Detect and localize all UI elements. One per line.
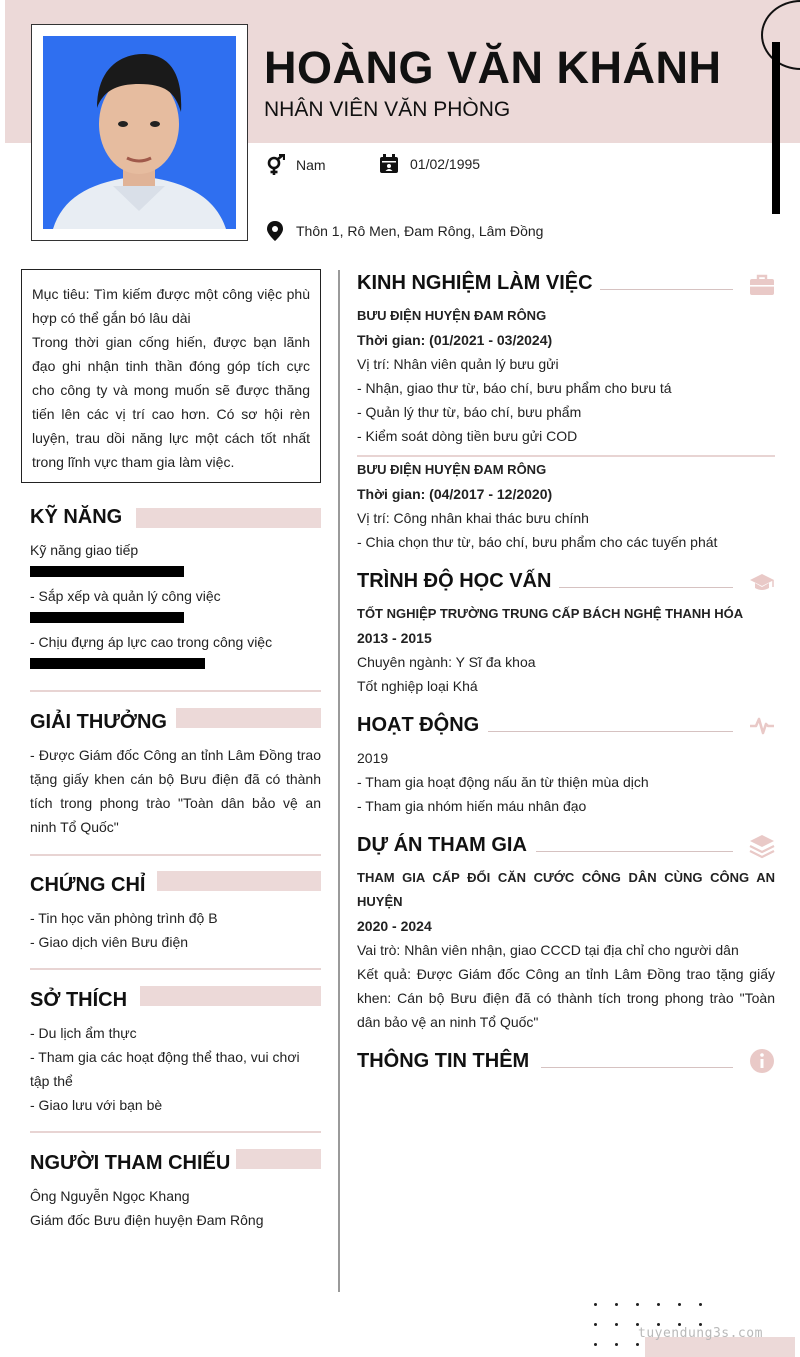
certificate-item: - Giao dịch viên Bưu điện [30,934,189,950]
job-duty: - Chia chọn thư từ, báo chí, bưu phẩm cho các tuyến phát [357,534,718,550]
skills-title: KỸ NĂNG [30,506,123,528]
section-divider [30,690,321,692]
awards-title-bar [176,708,321,728]
section-line [536,851,733,852]
job-position: Vị trí: Công nhân khai thác bưu chính [357,510,589,526]
candidate-name: HOÀNG VĂN KHÁNH [264,42,722,93]
job-company: BƯU ĐIỆN HUYỆN ĐAM RÔNG [357,308,547,323]
decorative-dot [699,1303,702,1306]
project-role: Vai trò: Nhân viên nhận, giao CCCD tại địa chỉ cho người dân [357,942,739,958]
activity-item: - Tham gia nhóm hiến máu nhân đạo [357,798,587,814]
decorative-dot [594,1343,597,1346]
job-divider [357,455,775,457]
calendar-icon [379,154,399,174]
dob-info [379,154,480,174]
decorative-dot [636,1303,639,1306]
decorative-dot [657,1303,660,1306]
reference-item: Ông Nguyễn Ngọc Khang [30,1188,190,1204]
certificate-item: - Tin học văn phòng trình độ B [30,910,218,926]
reference-item: Giám đốc Bưu điện huyện Đam Rông [30,1212,264,1228]
skills-title-bar [136,508,321,528]
location-pin-icon [265,220,285,242]
pulse-icon [749,716,775,736]
avatar [43,36,236,229]
decorative-dot [594,1323,597,1326]
education-period: 2013 - 2015 [357,630,432,646]
skill-level-bar [30,658,205,669]
project-result: Kết quả: Được Giám đốc Công an tỉnh Lâm Đồng trao tặng giấy khen: Cán bộ Bưu điện đã có thành tích trong phong trào "Toàn dân bảo vệ an ninh Tổ Quốc" [357,966,775,1030]
decorative-dot [678,1303,681,1306]
skill-label: Kỹ năng giao tiếp [30,542,139,558]
decorative-dot [636,1343,639,1346]
experience-title: KINH NGHIỆM LÀM VIỆC [357,272,593,294]
job-position: Vị trí: Nhân viên quản lý bưu gửi [357,356,559,372]
education-title: TRÌNH ĐỘ HỌC VẤN [357,570,552,592]
skill-level-bar [30,612,184,623]
extra-info-title: THÔNG TIN THÊM [357,1050,530,1072]
job-duty: - Nhận, giao thư từ, báo chí, bưu phẩm cho bưu tá [357,380,672,396]
section-divider [30,1131,321,1133]
projects-title: DỰ ÁN THAM GIA [357,834,527,856]
job-period: Thời gian: (01/2021 - 03/2024) [357,332,553,348]
references-title-bar [236,1149,321,1169]
address-info [265,220,543,242]
job-period: Thời gian: (04/2017 - 12/2020) [357,486,553,502]
dob-value: 01/02/1995 [410,156,481,172]
certificates-title-bar [157,871,321,891]
skill-label: - Sắp xếp và quản lý công việc [30,588,221,604]
hobby-item: - Tham gia các hoạt động thể thao, vui chơi tập thể [30,1049,300,1089]
layers-icon [749,833,775,859]
education-major: Chuyên ngành: Y Sĩ đa khoa [357,654,536,670]
briefcase-icon [749,274,775,296]
job-duty: - Quản lý thư từ, báo chí, bưu phẩm [357,404,582,420]
watermark: tuyendung3s.com [638,1326,763,1341]
hobby-item: - Du lịch ẩm thực [30,1025,137,1041]
gender-value: Nam [296,157,326,173]
skill-label: - Chịu đựng áp lực cao trong công việc [30,634,273,650]
hobby-item: - Giao lưu với bạn bè [30,1097,163,1113]
section-line [600,289,733,290]
section-line [541,1067,733,1068]
decorative-dot [615,1303,618,1306]
activities-title: HOẠT ĐỘNG [357,714,480,736]
hobbies-title-bar [140,986,321,1006]
objective-description: Trong thời gian cống hiến, được bạn lãnh đạo ghi nhận tinh thần đóng góp tích cực cho công ty và mong muốn sẽ được thăng tiến lên các vị trí cao hơn. Có sơ hội rèn luyện, trau dồi năng lực một cách tốt nhất trong lĩnh vực tham gia làm việc. [32,334,310,470]
skill-level-bar [30,566,184,577]
gender-info [265,154,326,176]
decorative-bar [772,42,780,214]
section-divider [30,968,321,970]
objective-box [21,269,321,483]
decorative-dot [615,1343,618,1346]
objective-goal: Mục tiêu: Tìm kiếm được một công việc phù hợp có thể gắn bó lâu dài [32,286,310,326]
decorative-dot [594,1303,597,1306]
gender-icon [265,154,285,176]
info-icon [749,1048,775,1074]
address-value: Thôn 1, Rô Men, Đam Rông, Lâm Đồng [296,223,544,239]
activity-item: - Tham gia hoạt động nấu ăn từ thiện mùa dịch [357,774,649,790]
awards-text: - Được Giám đốc Công an tỉnh Lâm Đồng trao tặng giấy khen cán bộ Bưu điện đã có thành tích trong phong trào "Toàn dân bảo vệ an ninh Tổ Quốc" [30,747,321,835]
references-title: NGƯỜI THAM CHIẾU [30,1152,231,1174]
graduation-cap-icon [749,572,775,592]
section-line [488,731,733,732]
project-name: THAM GIA CẤP ĐỔI CĂN CƯỚC CÔNG DÂN CÙNG CÔNG AN HUYỆN [357,870,775,909]
job-title: NHÂN VIÊN VĂN PHÒNG [264,98,511,121]
education-school: TỐT NGHIỆP TRƯỜNG TRUNG CẤP BÁCH NGHỆ THANH HÓA [357,606,744,621]
section-divider [30,854,321,856]
section-line [559,587,733,588]
certificates-title: CHỨNG CHỈ [30,874,146,896]
awards-title: GIẢI THƯỞNG [30,711,167,733]
project-period: 2020 - 2024 [357,918,432,934]
education-grade: Tốt nghiệp loại Khá [357,678,478,694]
activities-year: 2019 [357,750,389,766]
decorative-dot [615,1323,618,1326]
column-divider [338,270,340,1292]
job-company: BƯU ĐIỆN HUYỆN ĐAM RÔNG [357,462,547,477]
job-duty: - Kiểm soát dòng tiền bưu gửi COD [357,428,578,444]
hobbies-title: SỞ THÍCH [30,989,128,1011]
